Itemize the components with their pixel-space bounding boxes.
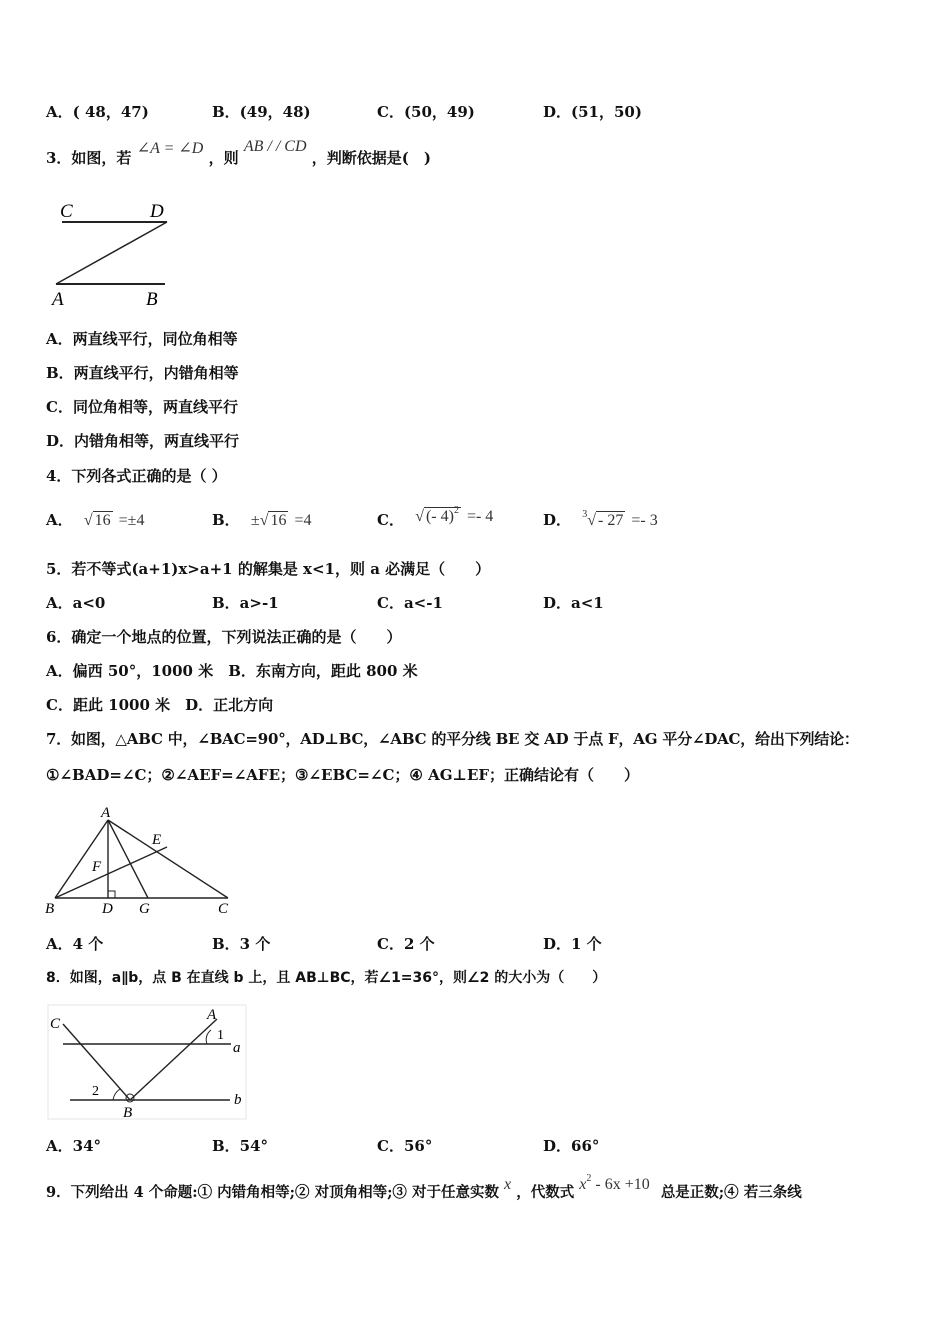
q8-label-line-b: b (234, 1092, 242, 1108)
q5-stem: 5．若不等式(a+1)x>a+1 的解集是 x<1，则 a 必满足（ ） (46, 560, 491, 578)
q6-options-line1: A．偏西 50°，1000 米 B．东南方向，距此 800 米 (46, 662, 418, 680)
q2-option-b: B．(49，48) (212, 103, 311, 121)
q8-option-d: D．66° (543, 1137, 600, 1155)
q3-label-a: A (52, 289, 64, 310)
q4-letter-a: A． (46, 511, 73, 529)
q2-option-a: A．( 48，47) (46, 103, 149, 121)
q7-option-b: B．3 个 (212, 935, 271, 953)
q3-option-a: A．两直线平行，同位角相等 (46, 330, 238, 348)
q3-condition: ∠A = ∠D (136, 140, 204, 157)
q4-d-rest: =- 3 (631, 512, 658, 529)
q4-c-radicand: (- 4) (425, 508, 454, 525)
q7-option-a: A．4 个 (46, 935, 104, 953)
q7-label-a: A (101, 805, 111, 821)
q4-a-rest: =±4 (118, 512, 145, 529)
q4-letter-b: B． (212, 511, 240, 529)
q6-stem: 6．确定一个地点的位置，下列说法正确的是（ ） (46, 628, 402, 646)
q4-c-expr: √ (- 4)$^2$ =- 4 (415, 505, 494, 525)
q4-b-pm: ± (250, 512, 260, 529)
q7-label-c: C (218, 901, 229, 917)
q3-label-d: D (150, 201, 164, 222)
q8-label-b-point: B (123, 1105, 133, 1121)
q7-label-g: G (139, 901, 150, 917)
q3-option-c: C．同位角相等，两直线平行 (46, 398, 238, 416)
q4-d-radicand: - 27 (598, 512, 624, 529)
q5-option-c: C．a<-1 (377, 594, 443, 612)
q4-a-radicand: 16 (94, 512, 111, 529)
q5-option-a: A．a<0 (46, 594, 106, 612)
q4-c-rest: =- 4 (466, 508, 494, 525)
q4-option-a (46, 510, 144, 531)
q3-prefix: 3．如图，若 (46, 149, 132, 167)
q8-option-a: A．34° (46, 1137, 102, 1155)
q9-variable: x (504, 1176, 512, 1193)
q4-b-rest: =4 (294, 512, 312, 529)
q2-option-c: C．(50，49) (377, 103, 475, 121)
q8-label-line-a: a (233, 1040, 241, 1056)
q4-c-radical (424, 507, 461, 525)
q8-label-c: C (50, 1016, 61, 1032)
q4-option-b (212, 510, 312, 531)
q5-option-b: B．a>-1 (212, 594, 279, 612)
q9-expr-exponent: 2 (586, 1173, 592, 1184)
q8-label-angle1: 1 (217, 1028, 224, 1043)
q3-option-d: D．内错角相等，两直线平行 (46, 432, 240, 450)
q7-stem-line2: ①∠BAD=∠C；②∠AEF=∠AFE；③∠EBC=∠C；④ AG⊥EF；正确结论有（ ） (46, 766, 640, 784)
q8-figure (45, 1002, 250, 1122)
q3-stem (46, 138, 431, 169)
q9-stem (46, 1173, 802, 1205)
q9-suffix: 总是正数;④ 若三条线 (660, 1184, 802, 1201)
q9-expression (579, 1173, 650, 1193)
q3-figure (50, 195, 180, 310)
q4-option-c (377, 505, 494, 533)
q3-label-b: B (146, 289, 158, 310)
q9-expr-x: x (579, 1176, 587, 1193)
q4-c-exponent: 2 (453, 505, 459, 516)
q4-b-radicand: 16 (270, 512, 287, 529)
q8-stem: 8．如图，a∥b，点 B 在直线 b 上，且 AB⊥BC，若∠1=36°，则∠2 的大小为（ ） (46, 970, 607, 986)
q4-d-index: 3 (582, 509, 588, 520)
q2-option-d: D．(51，50) (543, 103, 642, 121)
q5-option-d: D．a<1 (543, 594, 604, 612)
q8-label-a-point: A (207, 1007, 217, 1023)
q3-mid: ，则 (208, 149, 239, 167)
q8-option-b: B．54° (212, 1137, 269, 1155)
q7-label-f: F (92, 859, 102, 875)
q3-suffix: ，判断依据是( ) (311, 149, 431, 167)
q7-figure (40, 800, 240, 918)
q9-expr-rest: - 6x +10 (595, 1176, 650, 1193)
q7-stem-line1: 7．如图，△ABC 中，∠BAC=90°，AD⊥BC，∠ABC 的平分线 BE 交 AD 于点 F，AG 平分∠DAC，给出下列结论： (46, 730, 859, 748)
q4-letter-d: D． (543, 511, 572, 529)
q7-option-d: D．1 个 (543, 935, 602, 953)
q6-options-line2: C．距此 1000 米 D．正北方向 (46, 696, 274, 714)
q3-option-b: B．两直线平行，内错角相等 (46, 364, 239, 382)
q8-label-angle2: 2 (92, 1084, 99, 1099)
q4-d-expr: $^3$√ - 27 =- 3 (582, 509, 658, 529)
q4-b-expr: ±√ 16 =4 (250, 512, 312, 529)
q7-option-c: C．2 个 (377, 935, 435, 953)
q7-label-e: E (152, 832, 162, 848)
q4-letter-c: C． (377, 511, 404, 529)
q3-conclusion: AB / / CD (243, 138, 307, 155)
q3-label-c: C (60, 201, 73, 222)
q8-option-c: C．56° (377, 1137, 433, 1155)
q9-mid: ，代数式 (516, 1184, 575, 1201)
q9-prefix: 9．下列给出 4 个命题:① 内错角相等;② 对顶角相等;③ 对于任意实数 (46, 1184, 499, 1201)
q4-a-expr: √ 16 =±4 (83, 512, 145, 529)
q7-label-b: B (45, 901, 55, 917)
q7-label-d: D (102, 901, 113, 917)
q4-stem: 4．下列各式正确的是（ ） (46, 467, 227, 485)
q4-option-d (543, 510, 658, 533)
